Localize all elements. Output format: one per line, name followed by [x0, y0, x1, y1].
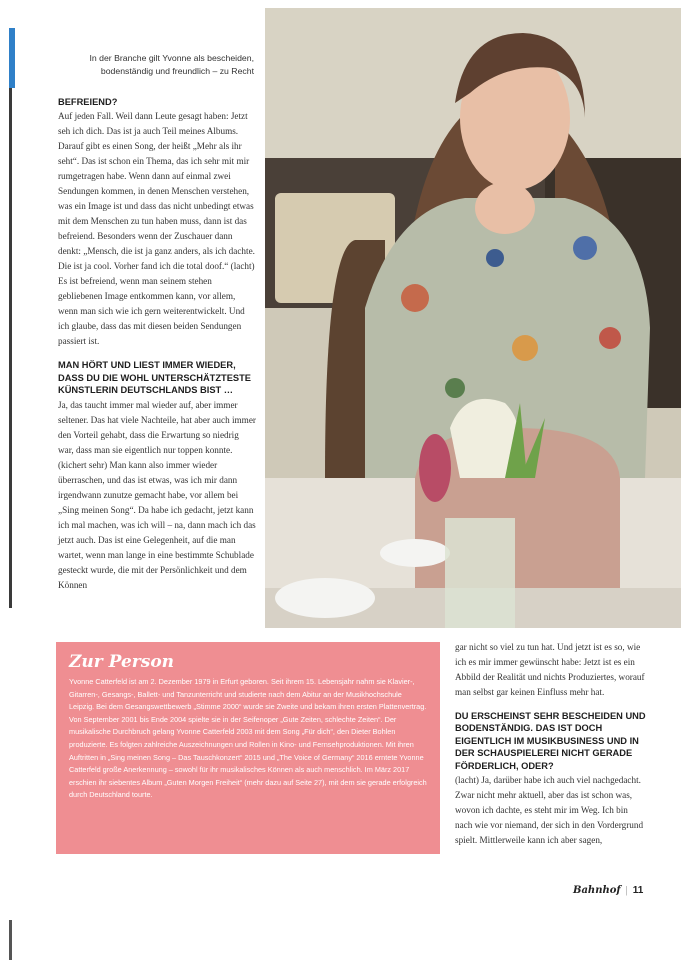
portrait-photo — [265, 8, 681, 628]
answer-text: (lacht) Ja, darüber habe ich auch viel nachgedacht. Zwar nicht mehr aktuell, aber das ist schon was, wovon ich dachte, es steht mir im Weg. Ich bin nach wie vor niemand, der sich in den Vordergrund spielt. Mittlerweile kann ich aber sagen, — [455, 775, 644, 846]
info-box-title: Zur Person — [69, 652, 175, 672]
right-column — [455, 640, 647, 848]
edge-bottom-strip — [9, 920, 12, 960]
photo-caption: In der Branche gilt Yvonne als bescheiden, bodenständig und freundlich – zu Recht — [89, 53, 254, 76]
question-heading: MAN HÖRT UND LIEST IMMER WIEDER, DASS DU DIE WOHL UNTERSCHÄTZTESTE KÜNSTLERIN DEUTSCHLANDS BIST … — [58, 360, 252, 396]
info-box — [56, 642, 440, 854]
answer-text: Auf jeden Fall. Weil dann Leute gesagt haben: Jetzt seh ich dich. Das ist ja auch Teil meines Albums. Darauf gibt es einen Song, der heißt „Mehr als ihr seht“. Das ist schon ein Thema, das ich sehr mit mir rumgetragen habe. Wenn dann auf einmal zwei Sendungen kommen, in denen Menschen verstehen, was ein Image ist und dass das nicht unbedingt etwas mit dem Menschen zu tun haben muss, dann ist das befreiend. Besonders wenn der Zuschauer dann denkt: „Mensch, die ist ja ganz anders, als ich dachte. Die ist ja cool. Vorher fand ich die total doof.“ (lacht) Es ist befreiend, wenn man seinem stehen gebliebenen Image entkommen kann, vor allem, wenn man sich wie ich gern weiterentwickelt. Und ich glaube, dass das mit diesen beiden Sendungen passiert ist. — [58, 111, 255, 347]
magazine-logo: Bahnhof — [573, 885, 621, 896]
left-column — [58, 96, 256, 593]
page-footer — [573, 885, 643, 896]
answer-text: Ja, das taucht immer mal wieder auf, aber immer seltener. Das hat viele Nachteile, hat aber auch immer den Vorteil gehabt, dass die Erwartung so niedrig war, dass man sie eigentlich nur toppen konnte. (kichert sehr) Man kann also immer wieder überraschen, und das ist etwas, was ich mir dann irgendwann zunutze gemacht habe, vor allem bei „Sing meinen Song“. Da habe ich gedacht, jetzt kann ich mal machen, was ich will – na, dann mach ich das jetzt auch. Das ist eine Gelegenheit, auf die man wartet, wenn man lange in eine bestimmte Schublade gesteckt wurde, die mit der Persönlichkeit und dem Können — [58, 399, 256, 590]
page-number: 11 — [632, 885, 644, 896]
question-heading: BEFREIEND? — [58, 97, 118, 107]
edge-dark-strip — [9, 88, 12, 608]
continuation-text: gar nicht so viel zu tun hat. Und jetzt ist es so, wie ich es mir immer gewünscht habe: Jetzt ist es ein Abbild der Realität und nichts Produziertes, worauf man selbst gar keinen Einfluss mehr hat. — [455, 642, 645, 697]
info-box-text: Yvonne Catterfeld ist am 2. Dezember 1979 in Erfurt geboren. Seit ihrem 15. Lebensjahr nahm sie Klavier-, Gitarren-, Gesangs-, Ballett- und Tanzunterricht und studierte nach dem Abitur an der Musikhochschule Leipzig. Bei dem Gesangswettbewerb „Stimme 2000“ wurde sie Zweite und bekam ihren ersten Plattenvertrag. Von September 2001 bis Ende 2004 spielte sie in der Seifenoper „Gute Zeiten, schlechte Zeiten“. Der musikalische Durchbruch gelang Yvonne Catterfeld 2003 mit dem Song „Für dich“, den Dieter Bohlen produzierte. Es folgten zahlreiche Auszeichnungen und Rollen in Kino- und Fernsehproduktionen. Mit ihren Auftritten in „Sing meinen Song – Das Tauschkonzert“ 2015 und „The Voice of Germany“ 2016 erntete Yvonne Catterfeld große Anerkennung – sowohl für ihr musikalisches Können als auch menschlich. Im März 2017 erschien ihr siebentes Album „Guten Morgen Freiheit“ (mehr dazu auf Seite 27), mit dem sie gerade erfolgreich durch Deutschland tourte. — [69, 677, 427, 800]
footer-separator: | — [625, 885, 628, 896]
question-heading: DU ERSCHEINST SEHR BESCHEIDEN UND BODENSTÄNDIG. DAS IST DOCH EIGENTLICH IM MUSIKBUSINESS UND IN DER SCHAUSPIELEREI NICHT GERADE FÖRDERLICH, ODER? — [455, 711, 646, 771]
edge-accent-bar — [9, 28, 15, 88]
